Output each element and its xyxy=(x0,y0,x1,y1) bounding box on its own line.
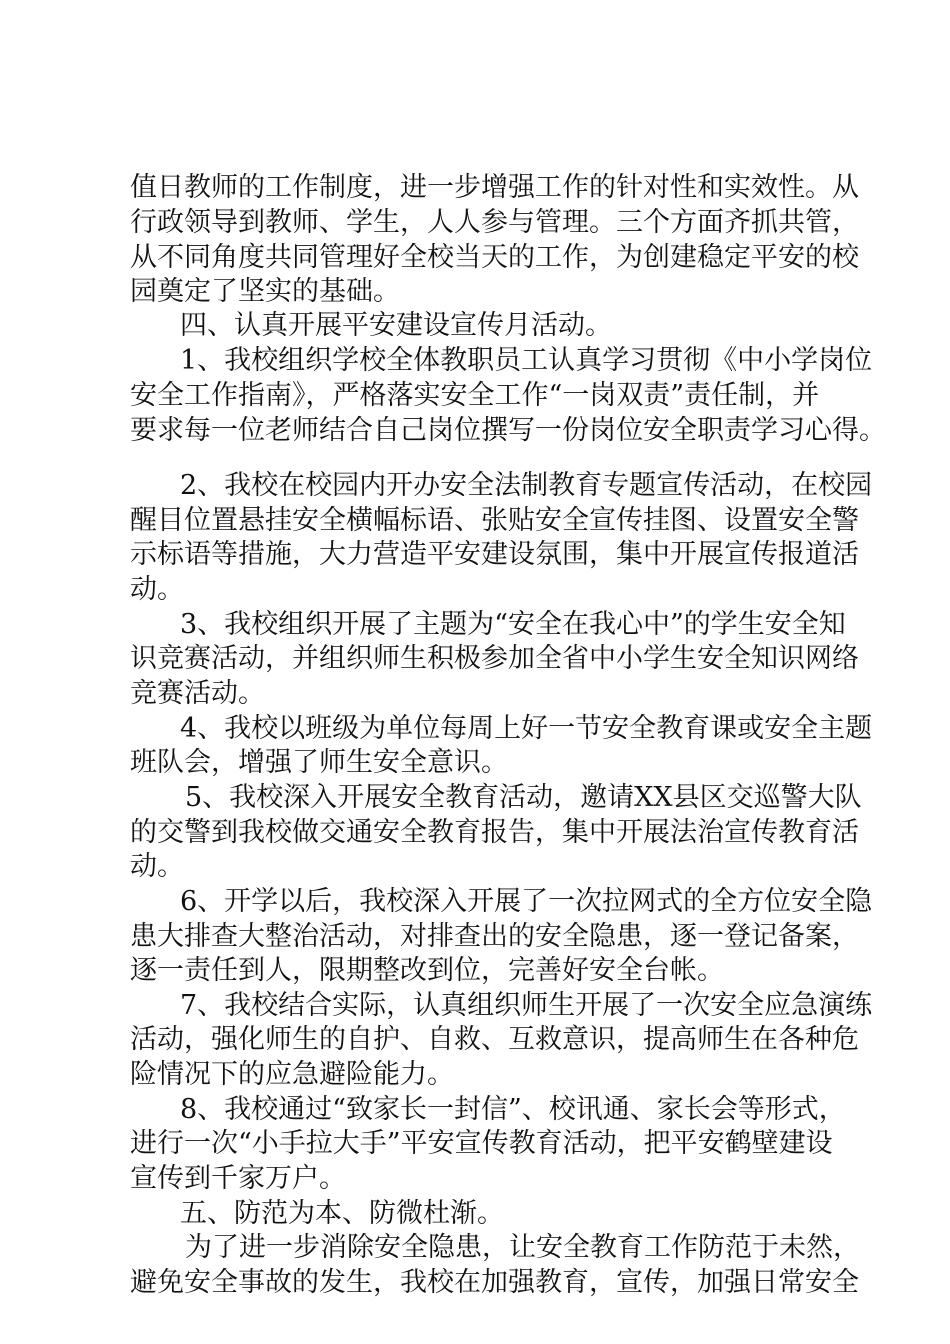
text-line: 要求每一位老师结合自己岗位撰写一份岗位安全职责学习心得。 xyxy=(130,415,886,446)
text-line: 值日教师的工作制度，进一步增强工作的针对性和实效性。从 xyxy=(130,172,859,203)
text-line: 宣传到千家万户。 xyxy=(130,1163,346,1194)
text-line: 1、我校组织学校全体教职员工认真学习贯彻《中小学岗位 xyxy=(180,345,873,376)
text-line: 2、我校在校园内开办安全法制教育专题宣传活动，在校园 xyxy=(180,470,873,501)
text-line: 竞赛活动。 xyxy=(130,678,265,709)
text-line: 醒目位置悬挂安全横幅标语、张贴安全宣传挂图、设置安全警 xyxy=(130,505,859,536)
section-heading: 五、防范为本、防微杜渐。 xyxy=(180,1198,504,1229)
section-heading: 四、认真开展平安建设宣传月活动。 xyxy=(180,310,612,341)
text-line: 活动，强化师生的自护、自救、互救意识，提高师生在各种危 xyxy=(130,1024,859,1055)
text-line: 识竞赛活动，并组织师生积极参加全省中小学生安全知识网络 xyxy=(130,643,859,674)
text-line: 班队会，增强了师生安全意识。 xyxy=(130,747,508,778)
text-line: 从不同角度共同管理好全校当天的工作，为创建稳定平安的校 xyxy=(130,242,859,273)
text-line: 行政领导到教师、学生，人人参与管理。三个方面齐抓共管， xyxy=(130,207,859,238)
text-line: 3、我校组织开展了主题为“安全在我心中”的学生安全知 xyxy=(180,609,846,640)
text-line: 为了进一步消除安全隐患，让安全教育工作防范于未然， xyxy=(185,1232,860,1263)
text-line: 动。 xyxy=(130,851,184,882)
text-line: 进行一次“小手拉大手”平安宣传教育活动，把平安鹤壁建设 xyxy=(130,1128,833,1159)
text-line: 7、我校结合实际，认真组织师生开展了一次安全应急演练 xyxy=(180,990,873,1021)
text-line: 患大排查大整治活动，对排查出的安全隐患，逐一登记备案， xyxy=(130,921,859,952)
text-line: 避免安全事故的发生，我校在加强教育，宣传，加强日常安全 xyxy=(130,1267,859,1298)
text-line: 园奠定了坚实的基础。 xyxy=(130,276,400,307)
text-line: 8、我校通过“致家长一封信”、校讯通、家长会等形式， xyxy=(180,1094,846,1125)
text-line: 5、我校深入开展安全教育活动，邀请XX县区交巡警大队 xyxy=(185,782,862,813)
text-line: 逐一责任到人，限期整改到位，完善好安全台帐。 xyxy=(130,955,724,986)
text-line: 示标语等措施，大力营造平安建设氛围，集中开展宣传报道活 xyxy=(130,539,859,570)
text-line: 的交警到我校做交通安全教育报告，集中开展法治宣传教育活 xyxy=(130,817,859,848)
text-line: 安全工作指南》，严格落实安全工作“一岗双责”责任制，并 xyxy=(130,380,820,411)
text-line: 6、开学以后，我校深入开展了一次拉网式的全方位安全隐 xyxy=(180,886,873,917)
text-line: 险情况下的应急避险能力。 xyxy=(130,1059,454,1090)
text-line: 动。 xyxy=(130,574,184,605)
text-line: 4、我校以班级为单位每周上好一节安全教育课或安全主题 xyxy=(180,713,873,744)
